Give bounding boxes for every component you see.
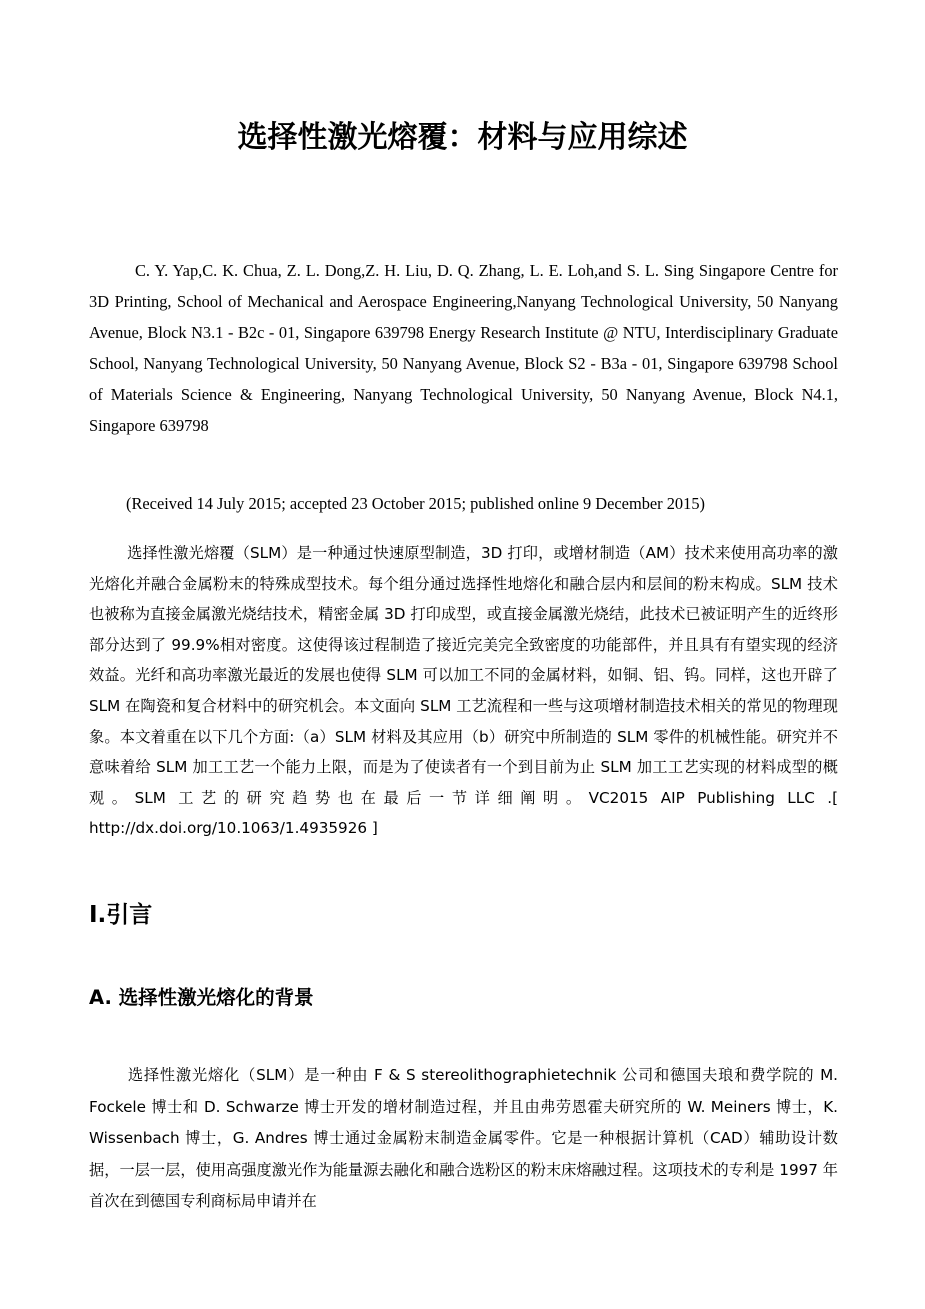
section-heading-introduction: I.引言 [89, 902, 153, 928]
subsection-heading-background: A. 选择性激光熔化的背景 [89, 986, 314, 1009]
paper-title: 选择性激光熔覆：材料与应用综述 [237, 120, 688, 155]
author-affiliations [89, 255, 838, 441]
body-paragraph-text: 选择性激光熔化（SLM）是一种由 F & S stereolithographietechnik 公司和德国夫琅和费学院的 M. Fockele 博士和 D. Schwarze 博士开发的增材制造过程，并且由弗劳恩霍夫研究所的 W. Meiners 博士，K. Wissenbach 博士，G. Andres 博士通过金属粉末制造金属零件。它是一种根据计算机（CAD）辅助设计数据，一层一层，使用高强度激光作为能量源去融化和融合选粉区的粉末床熔融过程。这项技术的专利是 1997 年首次在到德国专利商标局申请并在 [89, 1066, 838, 1210]
received-dates: (Received 14 July 2015; accepted 23 October 2015; published online 9 December 2015) [126, 494, 705, 513]
abstract-text: 选择性激光熔覆（SLM）是一种通过快速原型制造，3D 打印，或增材制造（AM）技术来使用高功率的激光熔化并融合金属粉末的特殊成型技术。每个组分通过选择性地熔化和融合层内和层间的粉末构成。SLM 技术也被称为直接金属激光烧结技术，精密金属 3D 打印成型，或直接金属激光烧结，此技术已被证明产生的近终形部分达到了 99.9%相对密度。这使得该过程制造了接近完美完全致密度的功能部件，并且具有有望实现的经济效益。光纤和高功率激光最近的发展也使得 SLM 可以加工不同的金属材料，如铜、铝、钨。同样，这也开辟了 SLM 在陶瓷和复合材料中的研究机会。本文面向 SLM 工艺流程和一些与这项增材制造技术相关的常见的物理现象。本文着重在以下几个方面:（a）SLM 材料及其应用（b）研究中所制造的 SLM 零件的机械性能。研究并不意味着给 SLM 加工工艺一个能力上限，而是为了使读者有一个到目前为止 SLM 加工工艺实现的材料成型的概观。SLM 工艺的研究趋势也在最后一节详细阐明。VC2015 AIP Publishing LLC .[ http://dx.doi.org/10.1063/1.4935926 ] [89, 544, 838, 838]
abstract [89, 538, 838, 844]
body-paragraph [89, 1060, 838, 1218]
author-affiliations-text: C. Y. Yap,C. K. Chua, Z. L. Dong,Z. H. Liu, D. Q. Zhang, L. E. Loh,and S. L. Sing Singapore Centre for 3D Printing, School of Mechanical and Aerospace Engineering,Nanyang Technological University, 50 Nanyang Avenue, Block N3.1 - B2c - 01, Singapore 639798 Energy Research Institute @ NTU, Interdisciplinary Graduate School, Nanyang Technological University, 50 Nanyang Avenue, Block S2 - B3a - 01, Singapore 639798 School of Materials Science & Engineering, Nanyang Technological University, 50 Nanyang Avenue, Block N4.1, Singapore 639798 [89, 261, 838, 435]
